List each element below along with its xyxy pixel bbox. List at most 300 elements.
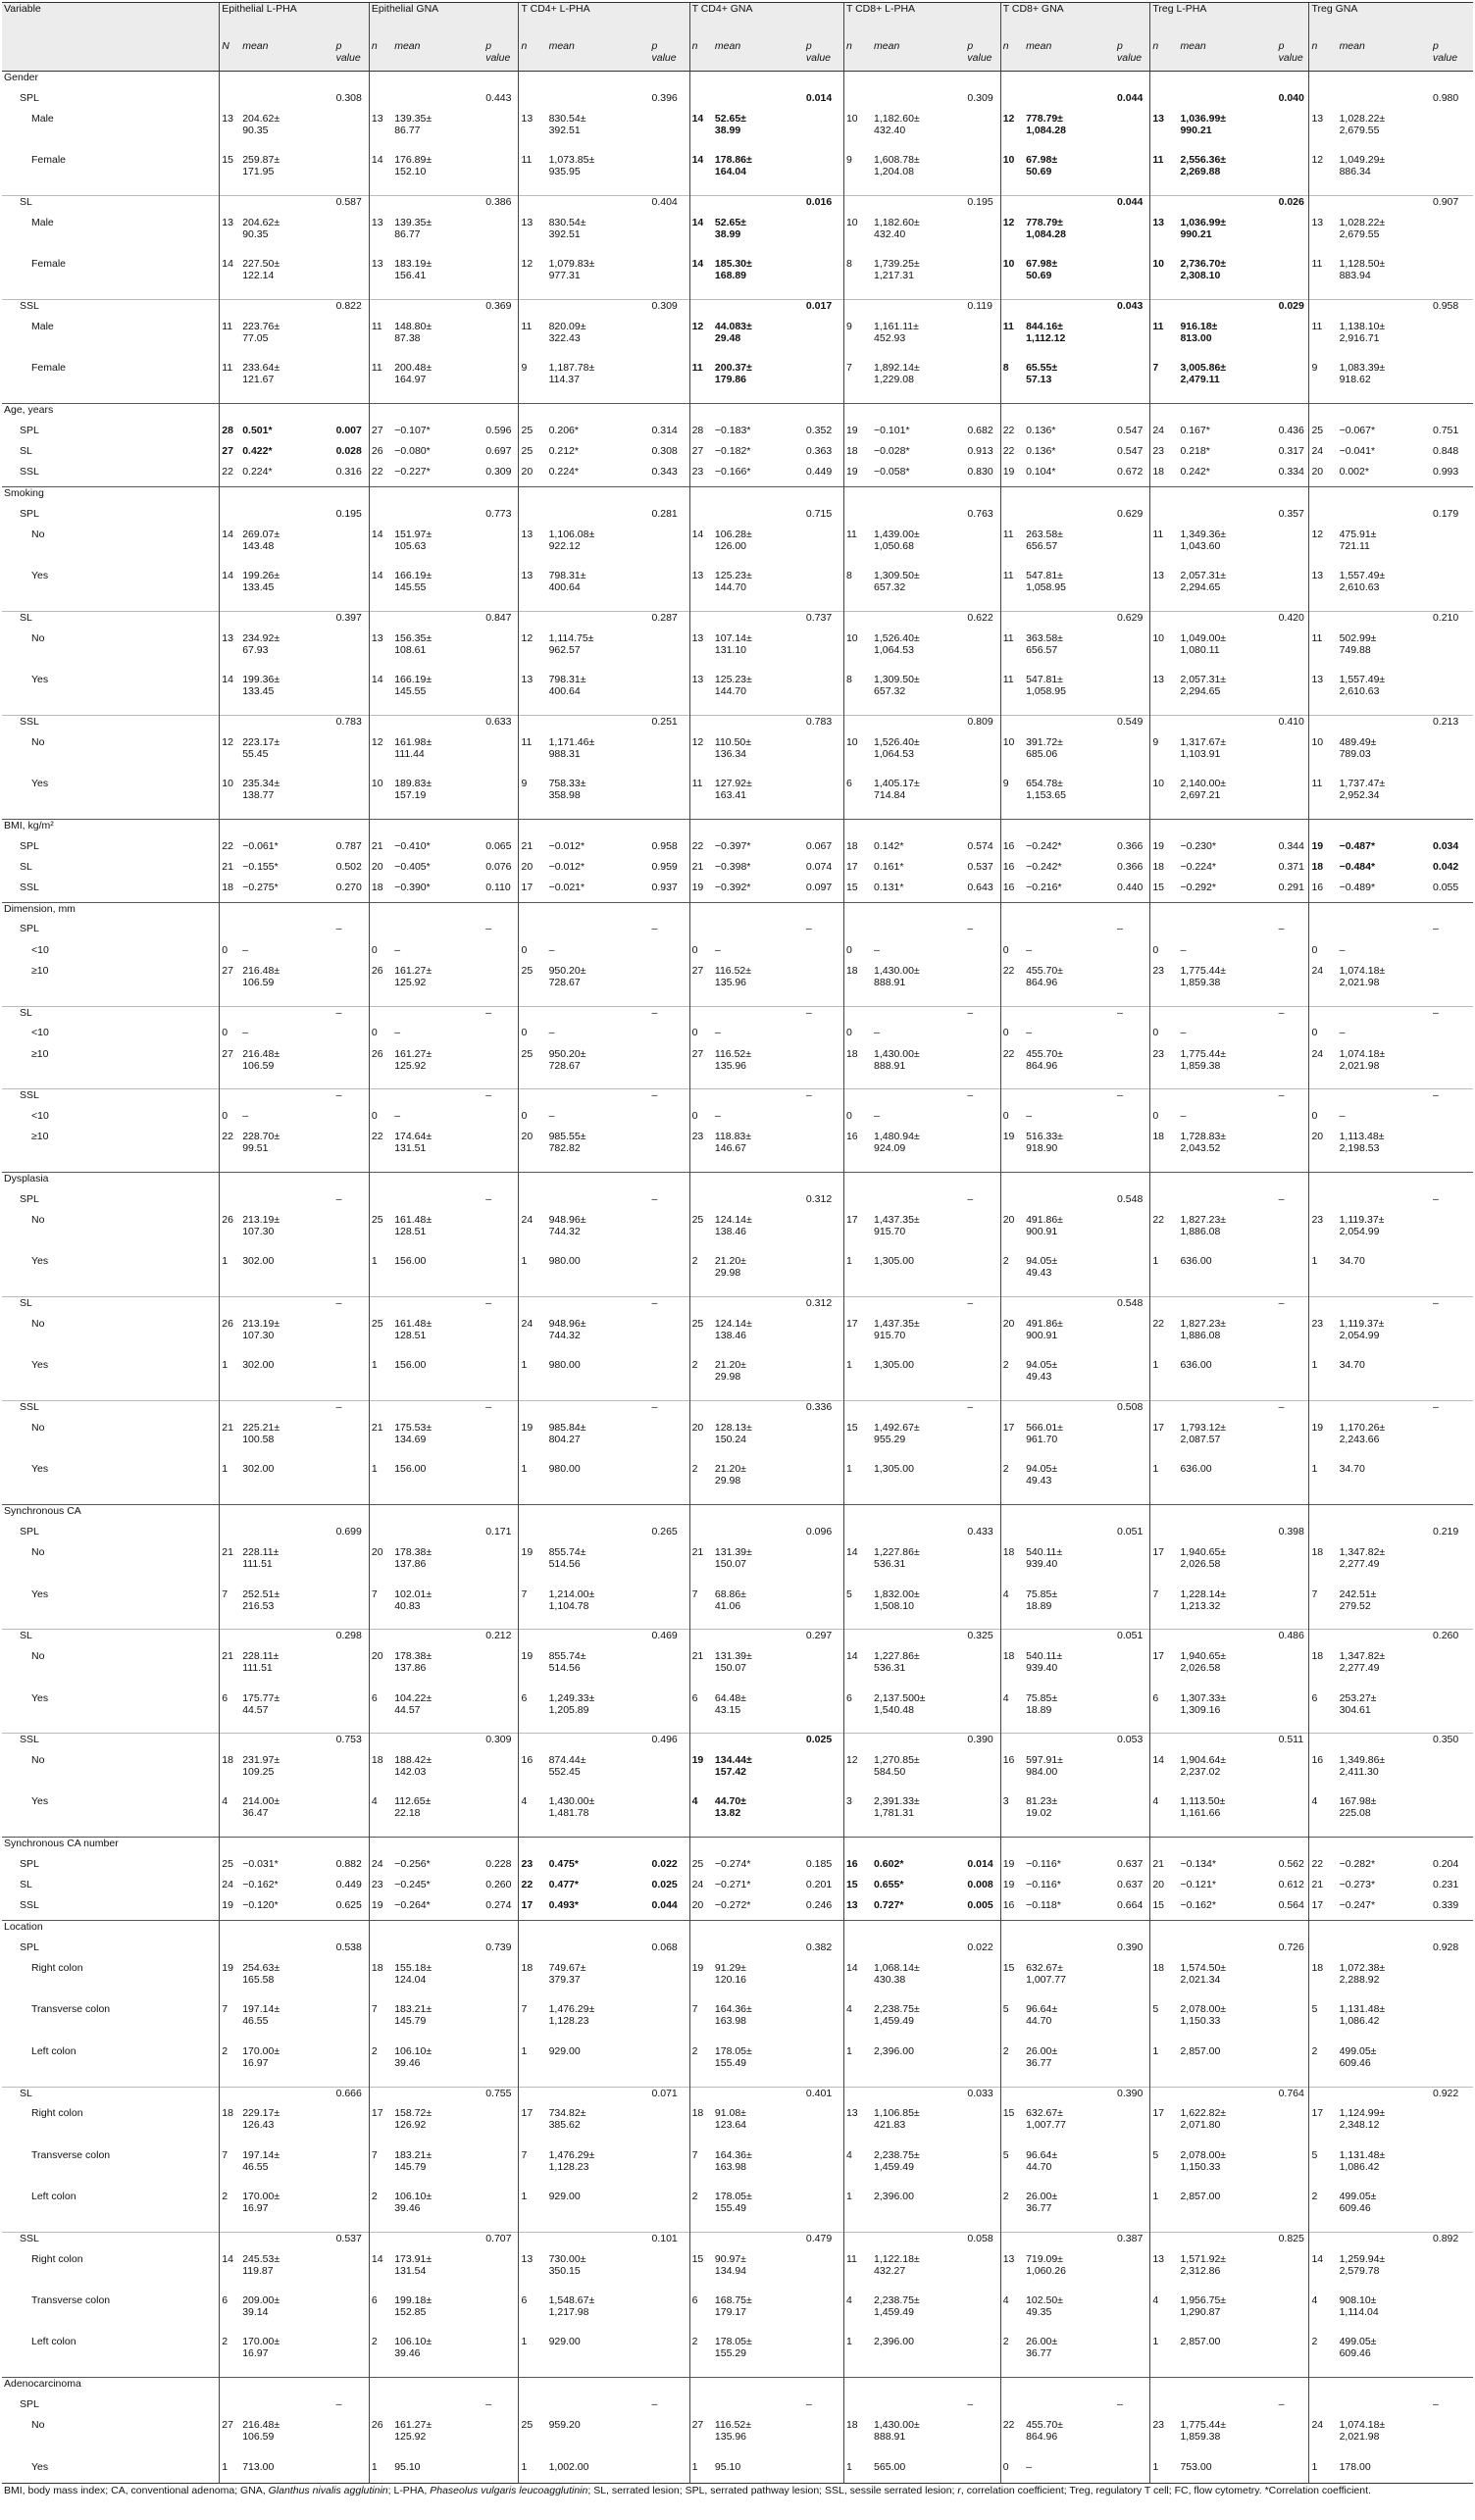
empty-cell [1000, 196, 1024, 217]
subgroup-label: SPL [20, 424, 39, 436]
empty-cell [334, 321, 370, 362]
empty-cell [1338, 612, 1431, 632]
empty-cell [804, 486, 844, 507]
mean-value: 94.05± 49.43 [1026, 1255, 1058, 1280]
mean-value: 1,622.82± 2,071.80 [1180, 2107, 1227, 2132]
mean-value: 139.35± 86.77 [394, 216, 432, 240]
n-value: 0 [519, 1110, 547, 1131]
p-value: 0.547 [1117, 444, 1144, 457]
empty-cell [689, 1734, 713, 1754]
category-label: Transverse colon [31, 2003, 111, 2016]
n-value: 18 [369, 882, 392, 902]
empty-cell [369, 196, 392, 217]
empty-cell [369, 2233, 392, 2253]
empty-cell [1000, 1193, 1024, 1214]
p-value: 0.764 [1277, 2087, 1309, 2107]
empty-cell [392, 196, 483, 217]
empty-cell [220, 715, 240, 735]
empty-cell [1150, 486, 1179, 507]
empty-cell [843, 1921, 872, 1941]
empty-cell [650, 2253, 690, 2294]
table-row [2, 72, 1473, 92]
n-value: 16 [1000, 861, 1024, 882]
mean-value: – [242, 1027, 249, 1039]
mean-value: 161.27± 125.92 [394, 2419, 432, 2444]
empty-cell [519, 2398, 547, 2419]
empty-cell [1178, 1921, 1276, 1941]
empty-cell [1178, 2378, 1276, 2398]
p-value: 0.809 [965, 715, 1000, 735]
n-value: 13 [1150, 217, 1179, 258]
p-value: – [804, 1089, 844, 1110]
empty-cell [1150, 1526, 1179, 1546]
empty-cell [650, 2461, 690, 2483]
mean-value: 269.07± 143.48 [242, 528, 280, 552]
n-value: 16 [1309, 1754, 1338, 1795]
table-row [2, 1193, 1473, 1214]
table-row [2, 2191, 1473, 2232]
empty-cell [519, 1838, 547, 1858]
mean-value: 95.10 [714, 2460, 741, 2473]
empty-cell [334, 1173, 370, 1193]
p-value: 0.958 [1431, 300, 1473, 321]
mean-value: 131.39± 150.07 [714, 1546, 752, 1571]
empty-cell [547, 1526, 650, 1546]
p-value: – [485, 923, 492, 935]
p-value: 0.014 [805, 91, 833, 104]
n-value: 1 [1150, 1359, 1179, 1400]
empty-cell [1178, 902, 1276, 923]
mean-value: 34.70 [1339, 1359, 1365, 1372]
correlation-value: −0.107* [394, 424, 431, 436]
category-label: Transverse colon [31, 2294, 111, 2307]
n-value: 14 [843, 1962, 872, 2003]
mean-value: 566.01± 961.70 [1026, 1421, 1063, 1445]
subgroup-label: SSL [2, 1089, 220, 1110]
empty-cell [392, 1838, 483, 1858]
empty-cell [1338, 1941, 1431, 1962]
empty-cell [483, 1754, 519, 1795]
empty-cell [547, 1173, 650, 1193]
empty-cell [804, 2107, 844, 2148]
n-value: 18 [1309, 1546, 1338, 1588]
mean-value: 1,131.48± 1,086.42 [1339, 2148, 1386, 2173]
n-value: 14 [369, 154, 392, 195]
empty-cell [965, 1173, 1000, 1193]
empty-cell [1000, 2087, 1024, 2107]
group-header: Epithelial L-PHA [220, 3, 370, 40]
mean-value: 719.09± 1,060.26 [1026, 2252, 1066, 2277]
empty-cell [483, 258, 519, 299]
empty-cell [334, 2003, 370, 2044]
n-value: 0 [220, 1027, 240, 1047]
p-value: 0.753 [334, 1734, 370, 1754]
n-value: 6 [689, 1692, 713, 1734]
empty-cell [843, 1297, 872, 1318]
empty-cell [392, 1006, 483, 1027]
n-value: 22 [1150, 1318, 1179, 1359]
n-value: 17 [519, 882, 547, 902]
mean-value: 116.52± 135.96 [714, 1047, 752, 1072]
table-row [2, 196, 1473, 217]
empty-cell [713, 2087, 804, 2107]
empty-cell [483, 944, 519, 965]
empty-cell [519, 1401, 547, 1422]
empty-cell [240, 1838, 333, 1858]
n-header: N [220, 40, 240, 72]
p-value: 0.830 [967, 466, 993, 479]
p-value: – [651, 2398, 658, 2411]
empty-cell [1277, 2149, 1309, 2191]
empty-cell [483, 529, 519, 570]
empty-cell [689, 72, 713, 92]
n-value: 15 [843, 1879, 872, 1899]
n-value: 26 [369, 965, 392, 1006]
mean-value: 199.18± 152.85 [394, 2294, 432, 2319]
n-value: 12 [1309, 529, 1338, 570]
n-value: 2 [689, 2045, 713, 2087]
empty-cell [1115, 2461, 1150, 2483]
table-row [2, 529, 1473, 570]
empty-cell [650, 674, 690, 715]
n-value: 11 [1150, 529, 1179, 570]
n-value: 13 [1309, 217, 1338, 258]
p-value: 0.547 [1117, 424, 1144, 436]
n-value: 2 [369, 2045, 392, 2087]
n-value: 7 [220, 1588, 240, 1630]
p-value: – [1278, 1192, 1285, 1205]
n-value: 10 [843, 632, 872, 674]
n-value: 13 [1000, 2253, 1024, 2294]
empty-cell [1309, 612, 1338, 632]
table-row [2, 1110, 1473, 1131]
empty-cell [1115, 2107, 1150, 2148]
empty-cell [1115, 1255, 1150, 1296]
mean-value: 1,228.14± 1,213.32 [1180, 1588, 1227, 1612]
p-value: 0.352 [805, 424, 833, 436]
empty-cell [965, 2294, 1000, 2336]
empty-cell [650, 1027, 690, 1047]
p-value: 0.707 [483, 2233, 519, 2253]
p-value: – [1431, 1297, 1473, 1318]
n-value: 24 [1309, 965, 1338, 1006]
empty-cell [804, 902, 844, 923]
empty-cell [547, 1941, 650, 1962]
mean-value: 1,737.47± 2,952.34 [1339, 778, 1386, 802]
empty-cell [1277, 2191, 1309, 2232]
empty-cell [872, 715, 965, 735]
empty-cell [843, 1089, 872, 1110]
empty-cell [872, 1630, 965, 1650]
empty-cell [1277, 1505, 1309, 1526]
empty-cell [483, 1838, 519, 1858]
mean-value: 2,556.36± 2,269.88 [1180, 154, 1227, 178]
empty-cell [1000, 902, 1024, 923]
p-value: 0.763 [967, 507, 993, 520]
n-value: 25 [519, 1048, 547, 1089]
empty-cell [713, 1401, 804, 1422]
empty-cell [1309, 923, 1338, 943]
correlation-value: −0.101* [874, 424, 910, 436]
empty-cell [650, 2378, 690, 2398]
empty-cell [483, 1318, 519, 1359]
correlation-value: 0.475* [548, 1858, 579, 1871]
p-value: 0.053 [1115, 1734, 1150, 1754]
empty-cell [965, 778, 1000, 819]
empty-cell [1115, 72, 1150, 92]
n-value: 1 [1150, 1255, 1179, 1296]
empty-cell [1277, 2378, 1309, 2398]
mean-value: 161.48± 128.51 [394, 1214, 432, 1238]
p-value: 0.029 [1277, 300, 1309, 321]
mean-value: 1,227.86± 536.31 [874, 1650, 920, 1675]
n-value: 11 [220, 321, 240, 362]
empty-cell [804, 72, 844, 92]
empty-cell [483, 2378, 519, 2398]
mean-value: 2,238.75± 1,459.49 [874, 2294, 920, 2319]
n-value: 5 [1000, 2003, 1024, 2044]
empty-cell [483, 1795, 519, 1837]
empty-cell [369, 92, 392, 113]
n-value: 19 [1309, 840, 1338, 861]
empty-cell [1115, 113, 1150, 154]
n-value: 7 [1309, 1588, 1338, 1630]
p-value: – [650, 1089, 690, 1110]
p-value: 0.309 [485, 466, 512, 479]
empty-cell [872, 923, 965, 943]
empty-cell [220, 1297, 240, 1318]
n-value: 19 [843, 466, 872, 486]
correlation-value: −0.390* [394, 882, 431, 893]
correlation-value: −0.275* [242, 882, 279, 893]
empty-cell [965, 1027, 1000, 1047]
n-value: 2 [689, 1463, 713, 1504]
empty-cell [1277, 1921, 1309, 1941]
n-value: 13 [519, 2253, 547, 2294]
n-value: 10 [1309, 736, 1338, 778]
table-row [2, 1214, 1473, 1255]
n-value: 22 [220, 466, 240, 486]
empty-cell [483, 1692, 519, 1734]
empty-cell [240, 1630, 333, 1650]
mean-value: 228.70± 99.51 [242, 1131, 280, 1155]
mean-value: 1,728.83± 2,043.52 [1180, 1131, 1227, 1155]
mean-value: 155.18± 124.04 [394, 1961, 432, 1986]
n-value: 4 [1000, 1692, 1024, 1734]
p-value: – [1432, 2398, 1439, 2411]
n-value: 28 [689, 425, 713, 445]
n-value: 13 [1309, 570, 1338, 611]
empty-cell [650, 944, 690, 965]
correlation-value: −0.224* [1180, 860, 1216, 873]
empty-cell [713, 1193, 804, 1214]
empty-cell [804, 965, 844, 1006]
p-value: 0.309 [967, 91, 993, 104]
n-value: 24 [369, 1858, 392, 1879]
correlation-value: 0.422* [242, 444, 273, 457]
empty-cell [220, 612, 240, 632]
empty-cell [713, 2398, 804, 2419]
p-value: – [965, 1297, 1000, 1318]
table-row [2, 1921, 1473, 1941]
n-value: 3 [1000, 1795, 1024, 1837]
mean-value: 204.62± 90.35 [242, 216, 280, 240]
mean-value: 161.48± 128.51 [394, 1318, 432, 1342]
p-value-header: p value [1431, 40, 1473, 72]
n-value: 16 [843, 1131, 872, 1172]
empty-cell [1431, 113, 1473, 154]
n-value: 19 [689, 1962, 713, 2003]
empty-cell [650, 1422, 690, 1463]
correlation-value: −0.118* [1026, 1899, 1061, 1912]
n-value: 10 [1150, 632, 1179, 674]
empty-cell [369, 1630, 392, 1650]
empty-cell [1150, 1941, 1179, 1962]
empty-cell [1431, 819, 1473, 839]
empty-cell [650, 1131, 690, 1172]
n-value: 18 [843, 965, 872, 1006]
empty-cell [1115, 486, 1150, 507]
table-row [2, 2045, 1473, 2087]
empty-cell [689, 2398, 713, 2419]
empty-cell [483, 965, 519, 1006]
empty-cell [220, 1089, 240, 1110]
empty-cell [334, 1463, 370, 1504]
mean-value: – [874, 1027, 880, 1039]
empty-cell [965, 1110, 1000, 1131]
empty-cell [843, 2378, 872, 2398]
empty-cell [1309, 72, 1338, 92]
empty-cell [650, 404, 690, 425]
empty-cell [1000, 1526, 1024, 1546]
n-value: 2 [689, 2336, 713, 2377]
n-value: 16 [1309, 882, 1338, 902]
correlation-value: 0.136* [1026, 444, 1056, 457]
correlation-value: 0.727* [874, 1899, 904, 1912]
mean-value: 1,161.11± 452.93 [874, 320, 919, 344]
mean-value: 2,857.00 [1180, 2044, 1221, 2057]
empty-cell [1150, 612, 1179, 632]
n-value: 7 [369, 2149, 392, 2191]
empty-cell [965, 819, 1000, 839]
correlation-value: 0.493* [548, 1899, 579, 1912]
table-row [2, 1359, 1473, 1400]
p-value: – [483, 1401, 519, 1422]
empty-cell [1338, 1526, 1431, 1546]
empty-cell [1309, 2398, 1338, 2419]
n-value: 5 [843, 1588, 872, 1630]
category-label: Right colon [31, 2107, 83, 2120]
empty-cell [1178, 508, 1276, 529]
empty-cell [1309, 1734, 1338, 1754]
correlation-value: 0.501* [242, 424, 273, 436]
correlation-value: 0.142* [874, 839, 904, 852]
empty-cell [334, 1048, 370, 1089]
n-value: 22 [369, 1131, 392, 1172]
p-value: 0.119 [965, 300, 1000, 321]
empty-cell [1150, 923, 1179, 943]
empty-cell [1277, 902, 1309, 923]
empty-cell [1150, 2087, 1179, 2107]
empty-cell [804, 1921, 844, 1941]
empty-cell [1150, 300, 1179, 321]
correlation-value: 0.206* [548, 424, 579, 436]
mean-value: 753.00 [1180, 2460, 1212, 2473]
empty-cell [369, 1941, 392, 1962]
empty-cell [872, 2378, 965, 2398]
n-value: 17 [1000, 1422, 1024, 1463]
empty-cell [1277, 1173, 1309, 1193]
empty-cell [334, 2336, 370, 2377]
n-value: 14 [369, 529, 392, 570]
p-value: 0.548 [1115, 1297, 1150, 1318]
empty-cell [689, 1505, 713, 1526]
empty-cell [1431, 486, 1473, 507]
p-value: 0.643 [967, 882, 993, 893]
table-row [2, 1422, 1473, 1463]
empty-cell [1115, 362, 1150, 403]
p-value: 0.715 [805, 507, 833, 520]
empty-cell [1277, 674, 1309, 715]
p-value: 0.537 [967, 860, 993, 873]
empty-cell [334, 1214, 370, 1255]
empty-cell [392, 923, 483, 943]
empty-cell [547, 2378, 650, 2398]
n-value: 0 [689, 1110, 713, 1131]
n-value: 1 [519, 1359, 547, 1400]
empty-cell [334, 404, 370, 425]
n-value: 10 [1150, 778, 1179, 819]
empty-cell [804, 1131, 844, 1172]
category-label: Yes [31, 674, 49, 686]
n-value: 0 [1150, 944, 1179, 965]
empty-cell [334, 217, 370, 258]
n-value: 6 [519, 2294, 547, 2336]
empty-cell [965, 944, 1000, 965]
empty-cell [1338, 2233, 1431, 2253]
p-value: 0.682 [967, 424, 993, 436]
p-value-header: p value [483, 40, 519, 72]
empty-cell [1178, 819, 1276, 839]
mean-value: 2,057.31± 2,294.65 [1180, 674, 1227, 698]
mean-value: 178.05± 155.49 [714, 2044, 752, 2069]
mean-value: – [1180, 943, 1187, 956]
empty-cell [1024, 1006, 1115, 1027]
n-value: 2 [220, 2045, 240, 2087]
empty-cell [804, 2191, 844, 2232]
n-value: 10 [843, 113, 872, 154]
empty-cell [804, 2294, 844, 2336]
p-value: 0.637 [1117, 1858, 1144, 1871]
empty-cell [650, 2107, 690, 2148]
p-value: 0.390 [965, 1734, 1000, 1754]
empty-cell [392, 1193, 483, 1214]
empty-cell [804, 1463, 844, 1504]
empty-cell [804, 1588, 844, 1630]
empty-cell [369, 486, 392, 507]
category-label: No [31, 631, 45, 644]
p-value: 0.396 [651, 91, 678, 104]
empty-cell [713, 612, 804, 632]
empty-cell [1115, 2294, 1150, 2336]
empty-cell [1431, 2378, 1473, 2398]
n-value: 21 [220, 1546, 240, 1588]
empty-cell [1431, 736, 1473, 778]
n-value: 24 [689, 1879, 713, 1899]
empty-cell [483, 1359, 519, 1400]
n-value: 26 [369, 1048, 392, 1089]
empty-cell [1150, 2233, 1179, 2253]
